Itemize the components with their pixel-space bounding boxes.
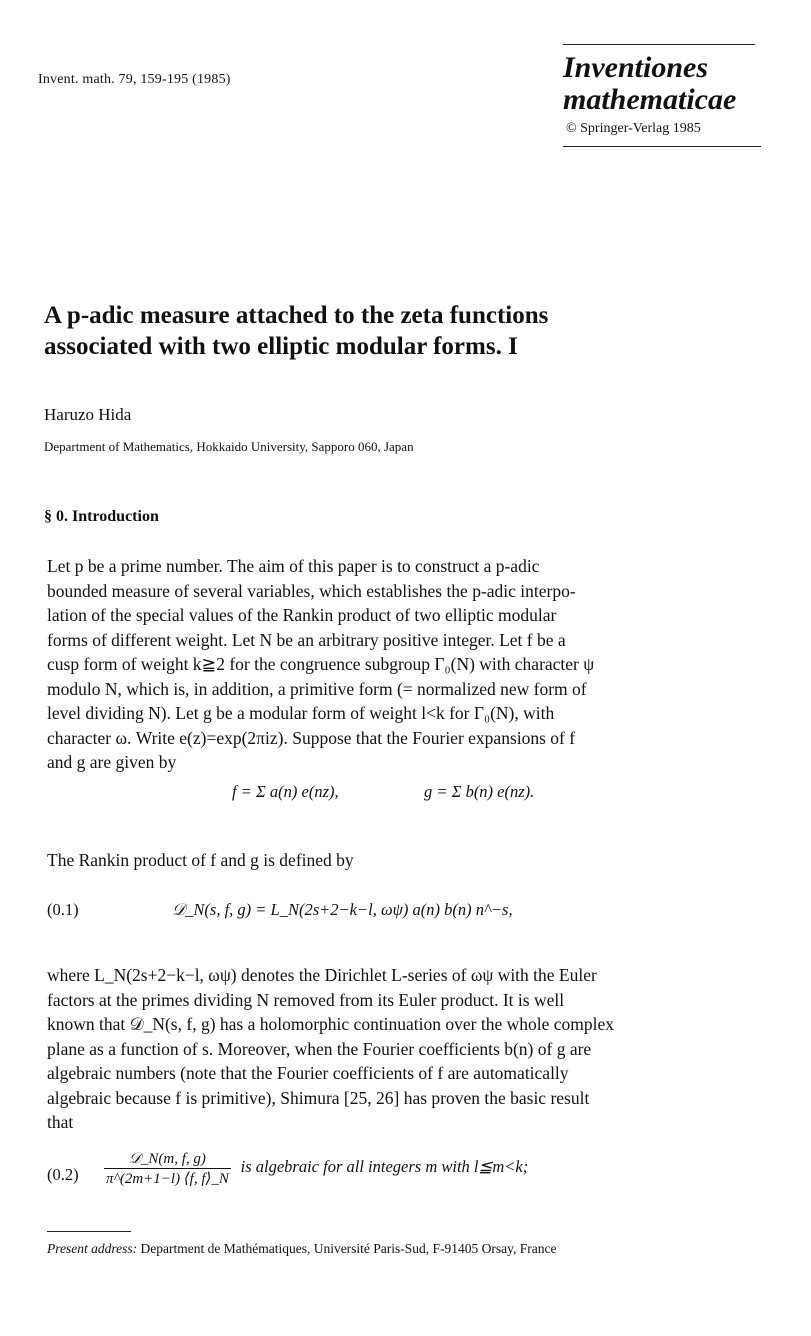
header-rule-bottom — [563, 146, 761, 147]
equation-0-1 — [172, 900, 513, 920]
journal-name — [563, 52, 736, 116]
title-line-1: A p-adic measure attached to the zeta functions — [44, 302, 549, 329]
para1-line: bounded measure of several variables, which establishes the p-adic interpo- — [47, 580, 576, 601]
intro-paragraph-2 — [47, 963, 763, 1135]
equation-label-0-1: (0.1) — [47, 900, 79, 919]
rankin-intro-line: The Rankin product of f and g is defined by — [47, 850, 354, 870]
para1-line: character ω. Write e(z)=exp(2πiz). Suppose that the Fourier expansions of f — [47, 727, 576, 748]
intro-paragraph-1 — [47, 554, 763, 775]
para1-line: lation of the special values of the Rankin product of two elliptic modular — [47, 605, 557, 625]
equation-label-0-2: (0.2) — [47, 1165, 79, 1184]
para1-line: level dividing N). Let g be a modular form of weight l<k for Γ₀(N), with — [47, 703, 555, 723]
author-affiliation: Department of Mathematics, Hokkaido University, Sapporo 060, Japan — [44, 439, 414, 454]
footnote — [47, 1241, 557, 1257]
header-rule-top — [563, 44, 755, 45]
para1-line: modulo N, which is, in addition, a primitive form (= normalized new form of — [47, 678, 587, 699]
copyright-notice: © Springer-Verlag 1985 — [566, 121, 701, 136]
equation-0-1-lhs: 𝒟_N(s, f, g) = L_N(2s+2−k−l, ωψ) — [172, 900, 409, 919]
formula-g: g = Σ b(n) e(nz). — [424, 782, 535, 801]
footnote-label: Present address: — [47, 1241, 138, 1256]
para1-line: forms of different weight. Let N be an arbitrary positive integer. Let f be a — [47, 629, 566, 650]
title-line-2: associated with two elliptic modular forms. I — [44, 333, 518, 360]
para2-line: that — [47, 1112, 74, 1132]
equation-0-2 — [104, 1150, 528, 1188]
footnote-text: Department de Mathématiques, Université Paris-Sud, F-91405 Orsay, France — [140, 1241, 557, 1256]
equation-0-2-denominator: π^(2m+1−l) ⟨f, f⟩_N — [106, 1171, 229, 1187]
para2-line: known that 𝒟_N(s, f, g) has a holomorphic continuation over the whole complex — [47, 1014, 615, 1034]
journal-name-line1: Inventiones — [563, 51, 709, 84]
para1-line: cusp form of weight k≧2 for the congruence subgroup Γ₀(N) with character ψ — [47, 654, 595, 674]
equation-0-2-numerator: 𝒟_N(m, f, g) — [104, 1150, 231, 1169]
formula-f: f = Σ a(n) e(nz), — [232, 782, 339, 801]
section-heading: § 0. Introduction — [44, 508, 159, 525]
para2-line: algebraic because f is primitive), Shimura [25, 26] has proven the basic result — [47, 1087, 590, 1108]
journal-name-line2: mathematicae — [563, 83, 737, 116]
equation-0-1-rhs: a(n) b(n) n^−s, — [412, 900, 513, 919]
paper-title — [44, 300, 764, 362]
para1-line: Let p be a prime number. The aim of this paper is to construct a p-adic — [47, 556, 540, 576]
equation-0-2-text: is algebraic for all integers m with l≦m<k; — [240, 1157, 529, 1177]
equation-0-2-fraction — [104, 1150, 231, 1188]
fourier-expansion-f — [232, 782, 339, 802]
footnote-rule — [47, 1231, 131, 1232]
para1-line: and g are given by — [47, 752, 177, 772]
para2-line: plane as a function of s. Moreover, when the Fourier coefficients b(n) of g are — [47, 1038, 592, 1059]
author-name: Haruzo Hida — [44, 405, 132, 424]
para2-line: factors at the primes dividing N removed from its Euler product. It is well — [47, 989, 565, 1010]
fourier-expansion-g — [424, 782, 534, 802]
para2-line: algebraic numbers (note that the Fourier coefficients of f are automatically — [47, 1063, 569, 1083]
para2-line: where L_N(2s+2−k−l, ωψ) denotes the Dirichlet L-series of ωψ with the Euler — [47, 965, 597, 985]
journal-citation: Invent. math. 79, 159-195 (1985) — [38, 72, 231, 87]
